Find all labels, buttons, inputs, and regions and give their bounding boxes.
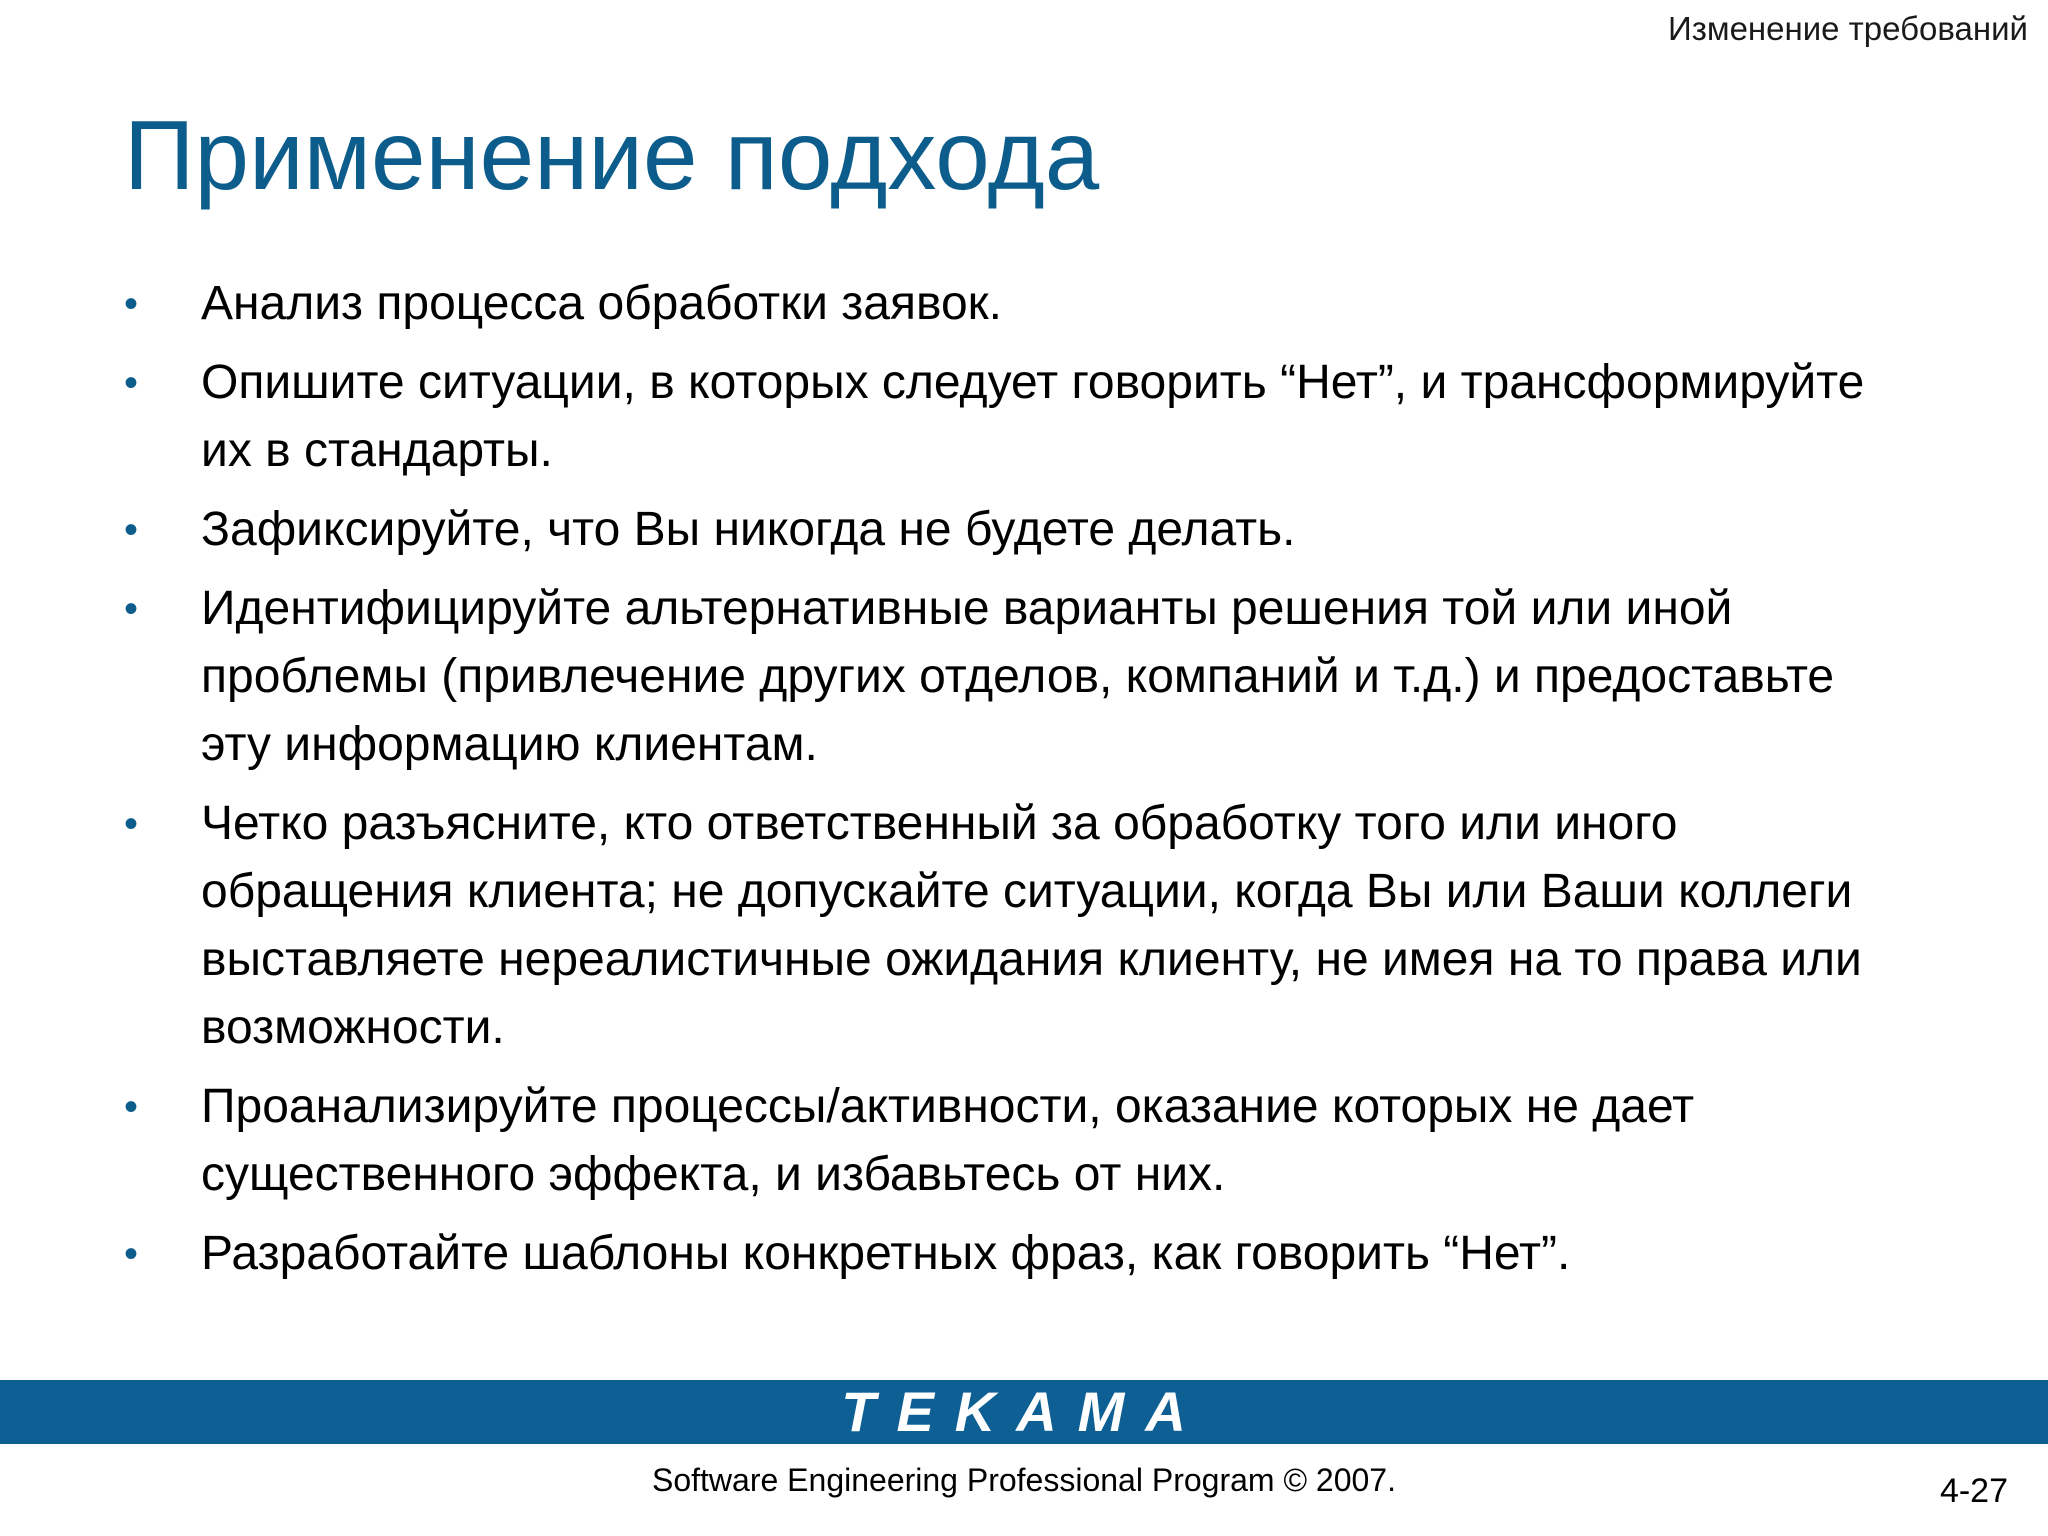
- section-label: Изменение требований: [1668, 10, 2028, 47]
- bullet-text: Проанализируйте процессы/активности, оказание которых не дает существенного эффекта, и избавьтесь от них.: [201, 1080, 1695, 1201]
- bullet-list: [124, 270, 1884, 1299]
- bullet-item: [124, 1073, 1884, 1209]
- bullet-item: [124, 575, 1884, 779]
- slide-title: Применение подхода: [124, 100, 1100, 210]
- bullet-marker: •: [124, 587, 139, 631]
- bullet-marker: •: [124, 802, 139, 846]
- bullet-text: Опишите ситуации, в которых следует говорить “Нет”, и трансформируйте их в стандарты.: [201, 356, 1865, 477]
- bullet-item: [124, 349, 1884, 485]
- bullet-item: [124, 496, 1884, 564]
- footer-band: [0, 1380, 2048, 1444]
- bullet-item: [124, 1220, 1884, 1288]
- bullet-item: [124, 790, 1884, 1062]
- copyright-text: Software Engineering Professional Program © 2007.: [652, 1462, 1396, 1498]
- bullet-marker: •: [124, 282, 139, 326]
- brand-logo: TEKAMA: [841, 1380, 1207, 1443]
- bullet-marker: •: [124, 1232, 139, 1276]
- bullet-item: [124, 270, 1884, 338]
- page-number: 4-27: [1939, 1472, 2008, 1510]
- bullet-text: Идентифицируйте альтернативные варианты решения той или иной проблемы (привлечение других отделов, компаний и т.д.) и предоставьте эту информацию клиентам.: [201, 582, 1835, 771]
- bullet-text: Четко разъясните, кто ответственный за обработку того или иного обращения клиента; не допускайте ситуации, когда Вы или Ваши коллеги выставляете нереалистичные ожидания клиенту, не имея на то права или возможности.: [201, 797, 1862, 1054]
- bullet-marker: •: [124, 508, 139, 552]
- bullet-text: Зафиксируйте, что Вы никогда не будете делать.: [201, 503, 1296, 556]
- bullet-text: Анализ процесса обработки заявок.: [201, 277, 1002, 330]
- bullet-marker: •: [124, 1085, 139, 1129]
- bullet-marker: •: [124, 361, 139, 405]
- bullet-text: Разработайте шаблоны конкретных фраз, как говорить “Нет”.: [201, 1227, 1571, 1280]
